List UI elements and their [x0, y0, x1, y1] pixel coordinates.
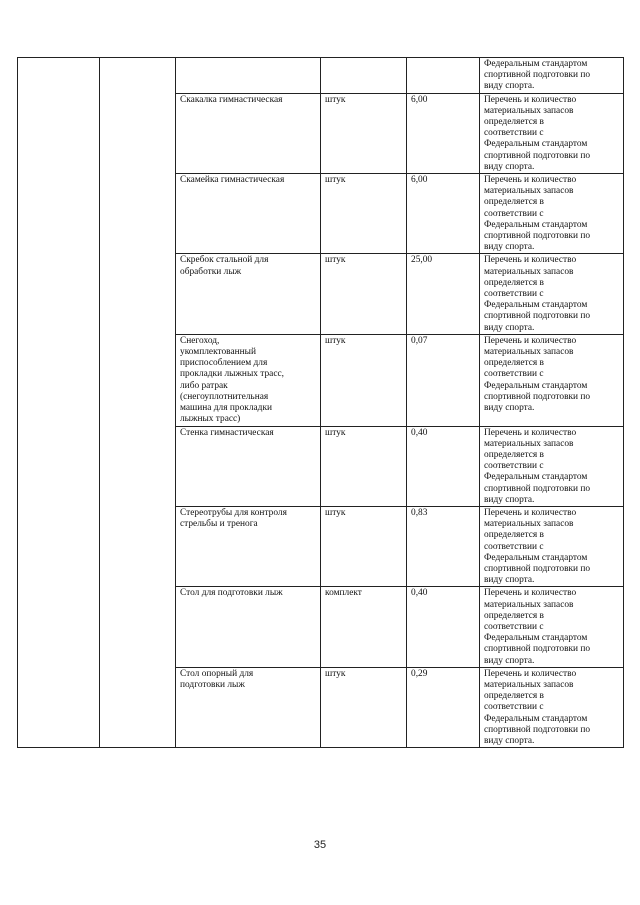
- note-cell-line: виду спорта.: [484, 81, 535, 92]
- name-cell: [176, 587, 321, 667]
- unit-cell: комплект: [321, 587, 407, 667]
- note-cell-line: Федеральным стандартом: [484, 552, 588, 563]
- page-number: 35: [313, 839, 327, 851]
- note-cell-line: спортивной подготовки по: [484, 231, 591, 242]
- name-cell: [176, 254, 321, 334]
- note-cell-line: Перечень и количество: [484, 427, 577, 438]
- qty-cell: 6,00: [407, 93, 480, 173]
- note-cell-line: виду спорта.: [484, 655, 535, 666]
- note-cell-line: виду спорта.: [484, 242, 535, 253]
- table-row: [18, 58, 624, 94]
- note-cell-line: определяется в: [484, 197, 544, 208]
- note-cell-line: Федеральным стандартом: [484, 472, 588, 483]
- note-cell-line: Федеральным стандартом: [484, 59, 588, 69]
- qty-cell: 0,40: [407, 587, 480, 667]
- note-cell-line: виду спорта.: [484, 575, 535, 586]
- unit-cell: штук: [321, 506, 407, 586]
- name-cell-line: подготовки лыж: [180, 679, 245, 690]
- name-cell-line: укомплектованный: [180, 347, 256, 358]
- name-cell: [176, 426, 321, 506]
- note-cell-line: определяется в: [484, 358, 544, 369]
- name-cell: [176, 93, 321, 173]
- note-cell-line: спортивной подготовки по: [484, 483, 591, 494]
- note-cell-line: материальных запасов: [484, 266, 574, 277]
- name-cell-line: Стол для подготовки лыж: [180, 588, 283, 599]
- unit-cell: штук: [321, 254, 407, 334]
- note-cell-line: материальных запасов: [484, 347, 574, 358]
- note-cell-line: виду спорта.: [484, 403, 535, 414]
- unit-cell: штук: [321, 174, 407, 254]
- note-cell-line: определяется в: [484, 610, 544, 621]
- name-cell-line: машина для прокладки: [180, 403, 273, 414]
- name-cell-line: Стенка гимнастическая: [180, 427, 274, 438]
- unit-cell: штук: [321, 93, 407, 173]
- name-cell: [176, 667, 321, 747]
- name-cell-line: Стереотрубы для контроля: [180, 507, 287, 518]
- note-cell-line: соответствии с: [484, 541, 544, 552]
- note-cell-line: Перечень и количество: [484, 335, 577, 346]
- note-cell-line: материальных запасов: [484, 519, 574, 530]
- note-cell-line: материальных запасов: [484, 679, 574, 690]
- merged-column-2: [100, 58, 176, 748]
- note-cell-line: спортивной подготовки по: [484, 150, 591, 161]
- name-cell-line: Снегоход,: [180, 335, 220, 346]
- note-cell-line: определяется в: [484, 277, 544, 288]
- note-cell-line: виду спорта.: [484, 322, 535, 333]
- note-cell-line: соответствии с: [484, 621, 544, 632]
- note-cell-line: виду спорта.: [484, 161, 535, 172]
- name-cell-line: лыжных трасс): [180, 414, 241, 425]
- note-cell-line: определяется в: [484, 691, 544, 702]
- name-cell-line: обработки лыж: [180, 266, 242, 277]
- note-cell-line: соответствии с: [484, 461, 544, 472]
- note-cell-line: соответствии с: [484, 702, 544, 713]
- note-cell: [480, 506, 624, 586]
- note-cell-line: материальных запасов: [484, 186, 574, 197]
- note-cell: [480, 667, 624, 747]
- note-cell-line: спортивной подготовки по: [484, 724, 591, 735]
- name-cell-line: Стол опорный для: [180, 668, 254, 679]
- qty-cell: 0,40: [407, 426, 480, 506]
- note-cell-line: определяется в: [484, 449, 544, 460]
- note-cell: [480, 93, 624, 173]
- name-cell-line: Скакалка гимнастическая: [180, 94, 283, 105]
- note-cell-line: спортивной подготовки по: [484, 644, 591, 655]
- note-cell-line: Федеральным стандартом: [484, 300, 588, 311]
- note-cell-line: Федеральным стандартом: [484, 219, 588, 230]
- note-cell-line: Федеральным стандартом: [484, 139, 588, 150]
- unit-cell: штук: [321, 667, 407, 747]
- note-cell-line: Перечень и количество: [484, 255, 577, 266]
- unit-cell: штук: [321, 334, 407, 426]
- note-cell-line: Перечень и количество: [484, 507, 577, 518]
- note-cell-line: спортивной подготовки по: [484, 391, 591, 402]
- unit-cell: [321, 58, 407, 94]
- qty-cell: 0,07: [407, 334, 480, 426]
- note-cell-line: Перечень и количество: [484, 668, 577, 679]
- name-cell-line: стрельбы и тренога: [180, 519, 258, 530]
- note-cell-line: соответствии с: [484, 128, 544, 139]
- note-cell-line: Федеральным стандартом: [484, 633, 588, 644]
- qty-cell: 25,00: [407, 254, 480, 334]
- note-cell-line: спортивной подготовки по: [484, 311, 591, 322]
- name-cell: [176, 174, 321, 254]
- note-cell-line: Перечень и количество: [484, 94, 577, 105]
- note-cell-line: материальных запасов: [484, 438, 574, 449]
- name-cell: [176, 58, 321, 94]
- note-cell-line: соответствии с: [484, 208, 544, 219]
- note-cell-line: материальных запасов: [484, 599, 574, 610]
- note-cell-line: виду спорта.: [484, 494, 535, 505]
- note-cell-line: Перечень и количество: [484, 175, 577, 186]
- note-cell-line: Перечень и количество: [484, 588, 577, 599]
- qty-cell: 0,83: [407, 506, 480, 586]
- table-body: [18, 58, 624, 748]
- name-cell-line: либо ратрак: [180, 380, 228, 391]
- qty-cell: 0,29: [407, 667, 480, 747]
- name-cell-line: приспособлением для: [180, 358, 268, 369]
- name-cell-line: Скамейка гимнастическая: [180, 175, 285, 186]
- name-cell: [176, 334, 321, 426]
- name-cell-line: прокладки лыжных трасс,: [180, 369, 284, 380]
- note-cell-line: Федеральным стандартом: [484, 713, 588, 724]
- merged-column-1: [18, 58, 100, 748]
- note-cell: [480, 426, 624, 506]
- note-cell-line: соответствии с: [484, 369, 544, 380]
- name-cell: [176, 506, 321, 586]
- note-cell-line: определяется в: [484, 530, 544, 541]
- note-cell-line: соответствии с: [484, 289, 544, 300]
- qty-cell: 6,00: [407, 174, 480, 254]
- qty-cell: [407, 58, 480, 94]
- note-cell: [480, 58, 624, 94]
- note-cell-line: виду спорта.: [484, 735, 535, 746]
- note-cell-line: определяется в: [484, 117, 544, 128]
- note-cell: [480, 587, 624, 667]
- name-cell-line: Скребок стальной для: [180, 255, 269, 266]
- note-cell: [480, 254, 624, 334]
- note-cell-line: спортивной подготовки по: [484, 563, 591, 574]
- note-cell-line: Федеральным стандартом: [484, 380, 588, 391]
- note-cell: [480, 334, 624, 426]
- equipment-table: [17, 57, 624, 748]
- note-cell: [480, 174, 624, 254]
- name-cell-line: (снегоуплотнительная: [180, 391, 269, 402]
- note-cell-line: спортивной подготовки по: [484, 70, 591, 81]
- unit-cell: штук: [321, 426, 407, 506]
- note-cell-line: материальных запасов: [484, 105, 574, 116]
